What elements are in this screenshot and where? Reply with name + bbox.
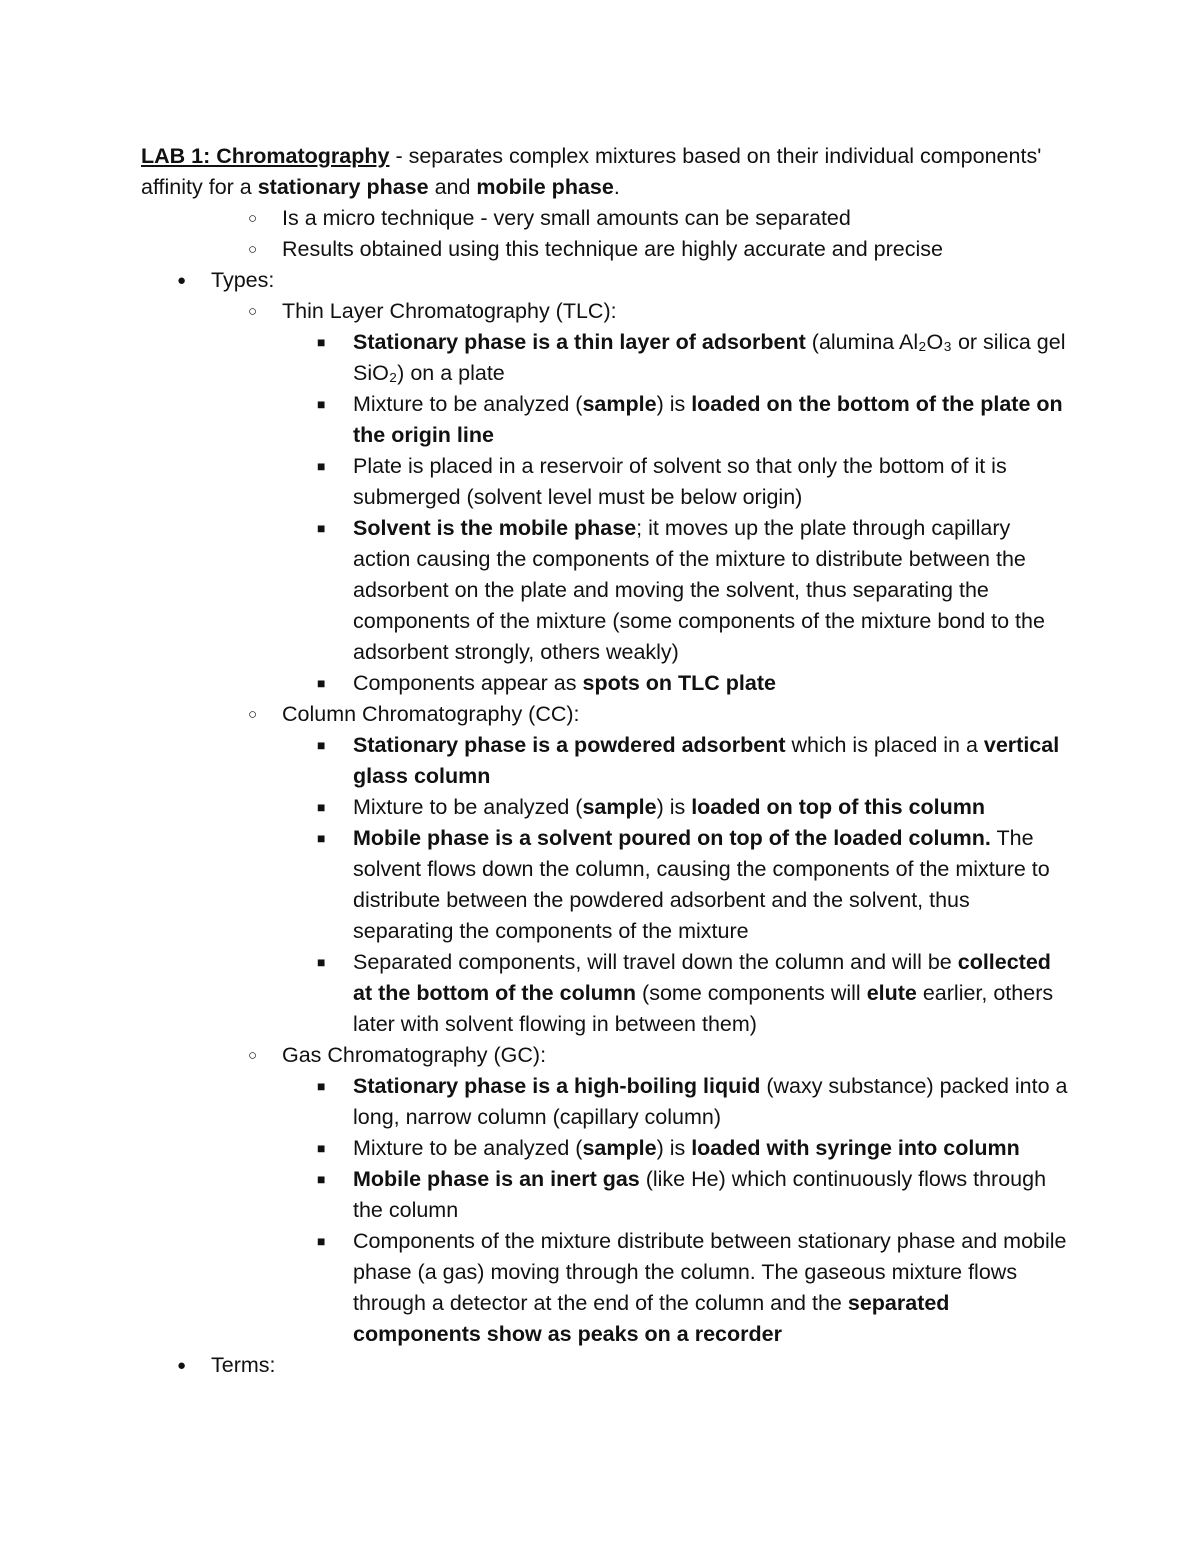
document-page xyxy=(141,141,1071,1381)
hollow-bullet-icon: ○ xyxy=(248,303,258,320)
bold-text: sample xyxy=(582,1136,657,1160)
list-item xyxy=(141,1071,1071,1133)
text: The solvent flows down the column, causing the components of the mixture to distribute between the powdered adsorbent and the solvent, thus separating the components of the mixture xyxy=(353,826,1050,943)
text: Separated components, will travel down the column and will be xyxy=(353,950,958,974)
list-item xyxy=(141,203,1071,234)
terms-label: Terms: xyxy=(211,1353,276,1377)
square-bullet-icon: ■ xyxy=(317,675,326,691)
text: (some components will xyxy=(636,981,867,1005)
square-bullet-icon: ■ xyxy=(317,458,326,474)
gc-points-list xyxy=(141,1071,1071,1350)
tlc-label: Thin Layer Chromatography (TLC): xyxy=(282,299,617,323)
intro-bold-mobile: mobile phase xyxy=(476,175,614,199)
intro-bold-stationary: stationary phase xyxy=(257,175,429,199)
hollow-bullet-icon: ○ xyxy=(248,1047,258,1064)
gc-label: Gas Chromatography (GC): xyxy=(282,1043,547,1067)
text: Components of the mixture distribute between stationary phase and mobile phase (a gas) moving through the column. The gaseous mixture flows through a detector at the end of the column and the xyxy=(353,1229,1067,1315)
types-list xyxy=(141,265,1071,296)
square-bullet-icon: ■ xyxy=(317,954,326,970)
square-bullet-icon: ■ xyxy=(317,799,326,815)
list-item xyxy=(141,513,1071,668)
list-item xyxy=(141,1164,1071,1226)
text: Mixture to be analyzed ( xyxy=(353,1136,583,1160)
tlc-heading xyxy=(141,296,1071,327)
text: ; it moves up the plate through capillary action causing the components of the mixture to distribute between the adsorbent on the plate and moving the solvent, thus separating the components of the mixture (some components of the mixture bond to the adsorbent strongly, others weakly) xyxy=(353,516,1045,664)
list-item xyxy=(141,1133,1071,1164)
text: Components appear as xyxy=(353,671,583,695)
list-item xyxy=(141,1226,1071,1350)
square-bullet-icon: ■ xyxy=(317,520,326,536)
text: ) is xyxy=(656,1136,692,1160)
cc-points-list xyxy=(141,730,1071,1040)
square-bullet-icon: ■ xyxy=(317,830,326,846)
text: ) is xyxy=(656,795,692,819)
terms-list xyxy=(141,1350,1071,1381)
bold-text: Mobile phase is an inert gas xyxy=(353,1167,640,1191)
bold-text: Solvent is the mobile phase xyxy=(353,516,637,540)
tlc-points-list xyxy=(141,327,1071,699)
filled-bullet-icon: ● xyxy=(177,1357,187,1374)
list-item xyxy=(141,327,1071,389)
bold-text: Stationary phase is a high-boiling liquid xyxy=(353,1074,761,1098)
list-item xyxy=(141,234,1071,265)
intro-paragraph xyxy=(141,141,1071,203)
text: (alumina Al₂O₃ or silica gel SiO₂) on a plate xyxy=(353,330,1066,385)
gc-section xyxy=(141,1040,1071,1071)
types-label: Types: xyxy=(211,268,275,292)
hollow-bullet-icon: ○ xyxy=(248,241,258,258)
page-title: LAB 1: Chromatography xyxy=(141,144,390,168)
square-bullet-icon: ■ xyxy=(317,1233,326,1249)
gc-heading xyxy=(141,1040,1071,1071)
bold-text: Stationary phase is a thin layer of adsorbent xyxy=(353,330,806,354)
square-bullet-icon: ■ xyxy=(317,334,326,350)
list-item xyxy=(141,792,1071,823)
cc-heading xyxy=(141,699,1071,730)
list-item xyxy=(141,823,1071,947)
bold-text: sample xyxy=(582,795,657,819)
hollow-bullet-icon: ○ xyxy=(248,210,258,227)
bold-text: loaded with syringe into column xyxy=(691,1136,1020,1160)
terms-heading xyxy=(141,1350,1071,1381)
text: which is placed in a xyxy=(785,733,984,757)
intro-points-list xyxy=(141,203,1071,265)
bold-text: loaded on top of this column xyxy=(691,795,986,819)
text: (like He) which continuously flows through the column xyxy=(353,1167,1047,1222)
text: earlier, others later with solvent flowing in between them) xyxy=(353,981,1054,1036)
list-item-text: Is a micro technique - very small amounts can be separated xyxy=(282,206,851,230)
cc-label: Column Chromatography (CC): xyxy=(282,702,580,726)
list-item xyxy=(141,451,1071,513)
bold-text: separated components show as peaks on a recorder xyxy=(353,1291,950,1346)
bold-text: Stationary phase is a powdered adsorbent xyxy=(353,733,786,757)
intro-text: - separates complex mixtures based on their individual components' affinity for a xyxy=(141,144,1042,199)
list-item-text: Results obtained using this technique are highly accurate and precise xyxy=(282,237,943,261)
square-bullet-icon: ■ xyxy=(317,1171,326,1187)
filled-bullet-icon: ● xyxy=(177,272,187,289)
square-bullet-icon: ■ xyxy=(317,1140,326,1156)
text: ) is xyxy=(656,392,692,416)
cc-section xyxy=(141,699,1071,730)
intro-text: and xyxy=(428,175,477,199)
list-item xyxy=(141,947,1071,1040)
list-item xyxy=(141,389,1071,451)
bold-text: elute xyxy=(866,981,917,1005)
bold-text: spots on TLC plate xyxy=(582,671,776,695)
text: Plate is placed in a reservoir of solvent so that only the bottom of it is submerged (solvent level must be below origin) xyxy=(353,454,1007,509)
text: Mixture to be analyzed ( xyxy=(353,795,583,819)
bold-text: Mobile phase is a solvent poured on top of the loaded column. xyxy=(353,826,991,850)
tlc-section xyxy=(141,296,1071,327)
bold-text: sample xyxy=(582,392,657,416)
square-bullet-icon: ■ xyxy=(317,396,326,412)
intro-text: . xyxy=(613,175,620,199)
types-heading xyxy=(141,265,1071,296)
hollow-bullet-icon: ○ xyxy=(248,706,258,723)
text: Mixture to be analyzed ( xyxy=(353,392,583,416)
bold-text: loaded on the bottom of the plate on the origin line xyxy=(353,392,1063,447)
bold-text: collected at the bottom of the column xyxy=(353,950,1051,1005)
square-bullet-icon: ■ xyxy=(317,737,326,753)
list-item xyxy=(141,730,1071,792)
text: (waxy substance) packed into a long, narrow column (capillary column) xyxy=(353,1074,1068,1129)
list-item xyxy=(141,668,1071,699)
bold-text: vertical glass column xyxy=(353,733,1060,788)
square-bullet-icon: ■ xyxy=(317,1078,326,1094)
